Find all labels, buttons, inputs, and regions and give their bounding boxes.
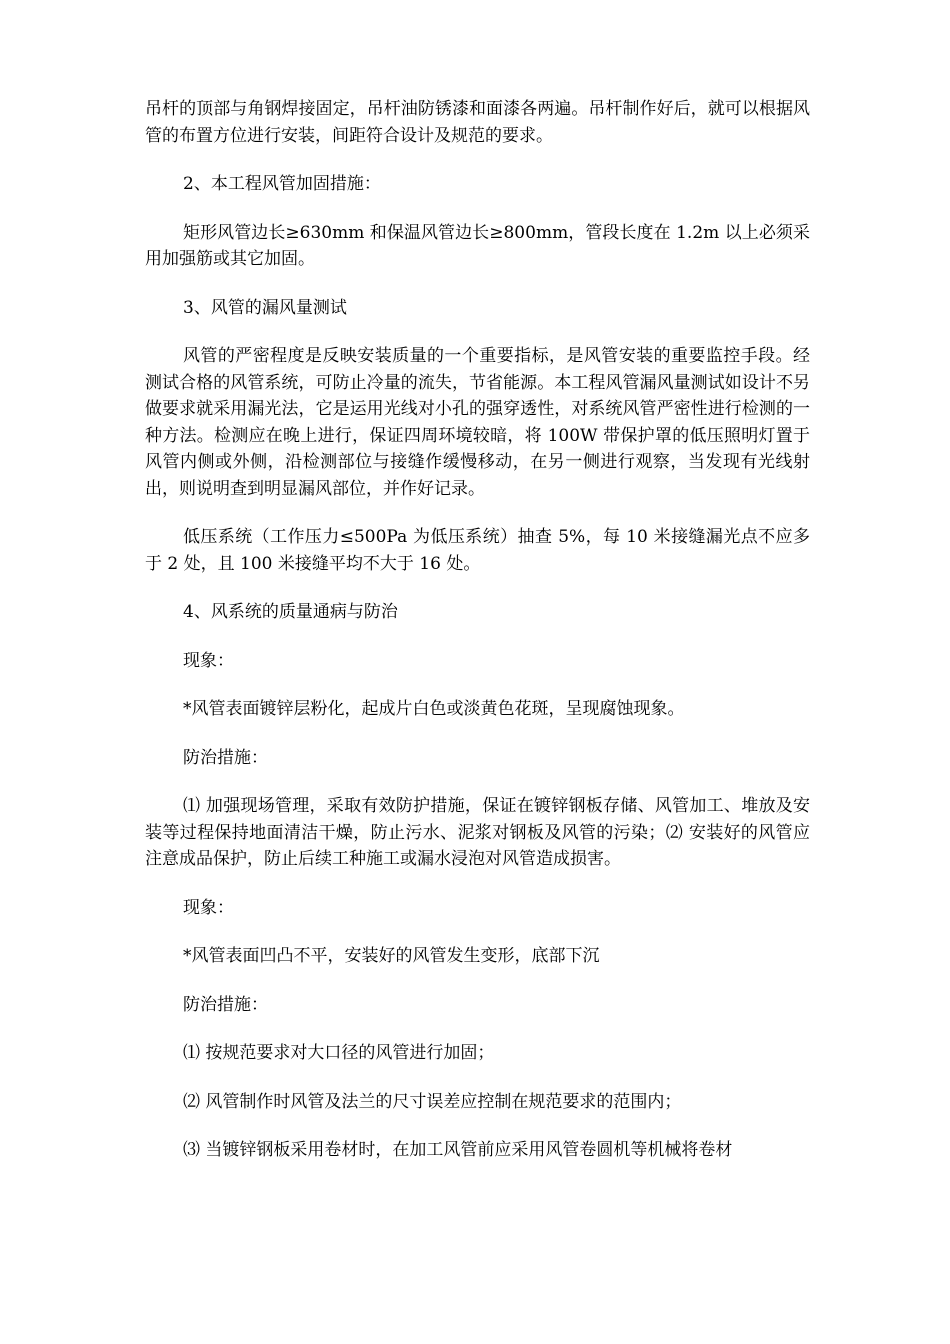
- paragraph-reinforcement-rule: 矩形风管边长≥630mm 和保温风管边长≥800mm，管段长度在 1.2m 以上必须采用加强筋或其它加固。: [145, 222, 810, 269]
- label-phenomenon-1: 现象：: [183, 650, 234, 671]
- label-phenomenon-2: 现象：: [183, 897, 234, 918]
- label-prevention-2: 防治措施：: [183, 994, 268, 1015]
- paragraph-leakage-test-method: 风管的严密程度是反映安装质量的一个重要指标，是风管安装的重要监控手段。经测试合格的风管系统，可防止冷量的流失，节省能源。本工程风管漏风量测试如设计不另做要求就采用漏光法，它是运用光线对小孔的强穿透性，对系统风管严密性进行检测的一种方法。检测应在晚上进行，保证四周环境较暗，将 100W 带保护罩的低压照明灯置于风管内侧或外侧，沿检测部位与接缝作缓慢移动，在另一侧进行观察，当发现有光线射出，则说明查到明显漏风部位，并作好记录。: [145, 346, 810, 499]
- paragraph-phenomenon-2: *风管表面凹凸不平，安装好的风管发生变形，底部下沉: [183, 946, 600, 966]
- list-item-prevention-2-3: ⑶ 当镀锌钢板采用卷材时，在加工风管前应采用风管卷圆机等机械将卷材: [183, 1140, 733, 1160]
- heading-leakage-test: 3、风管的漏风量测试: [183, 297, 347, 318]
- label-prevention-1: 防治措施：: [183, 747, 268, 768]
- paragraph-prevention-1: ⑴ 加强现场管理，采取有效防护措施，保证在镀锌钢板存储、风管加工、堆放及安装等过程保持地面清洁干燥，防止污水、泥浆对钢板及风管的污染；⑵ 安装好的风管应注意成品保护，防止后续工种施工或漏水浸泡对风管造成损害。: [145, 796, 810, 869]
- list-item-prevention-2-2: ⑵ 风管制作时风管及法兰的尺寸误差应控制在规范要求的范围内；: [183, 1091, 682, 1112]
- heading-duct-reinforcement: 2、本工程风管加固措施：: [183, 174, 381, 194]
- list-item-prevention-2-1: ⑴ 按规范要求对大口径的风管进行加固；: [183, 1043, 495, 1063]
- paragraph-hanger-fixing: 吊杆的顶部与角钢焊接固定，吊杆油防锈漆和面漆各两遍。吊杆制作好后，就可以根据风管的布置方位进行安装，间距符合设计及规范的要求。: [145, 99, 810, 146]
- document-page: [145, 96, 810, 1186]
- paragraph-low-pressure-system: 低压系统（工作压力≤500Pa 为低压系统）抽查 5%，每 10 米接缝漏光点不应多于 2 处，且 100 米接缝平均不大于 16 处。: [145, 527, 810, 574]
- heading-quality-defects: 4、风系统的质量通病与防治: [183, 602, 398, 622]
- paragraph-phenomenon-1: *风管表面镀锌层粉化，起成片白色或淡黄色花斑，呈现腐蚀现象。: [183, 699, 685, 719]
